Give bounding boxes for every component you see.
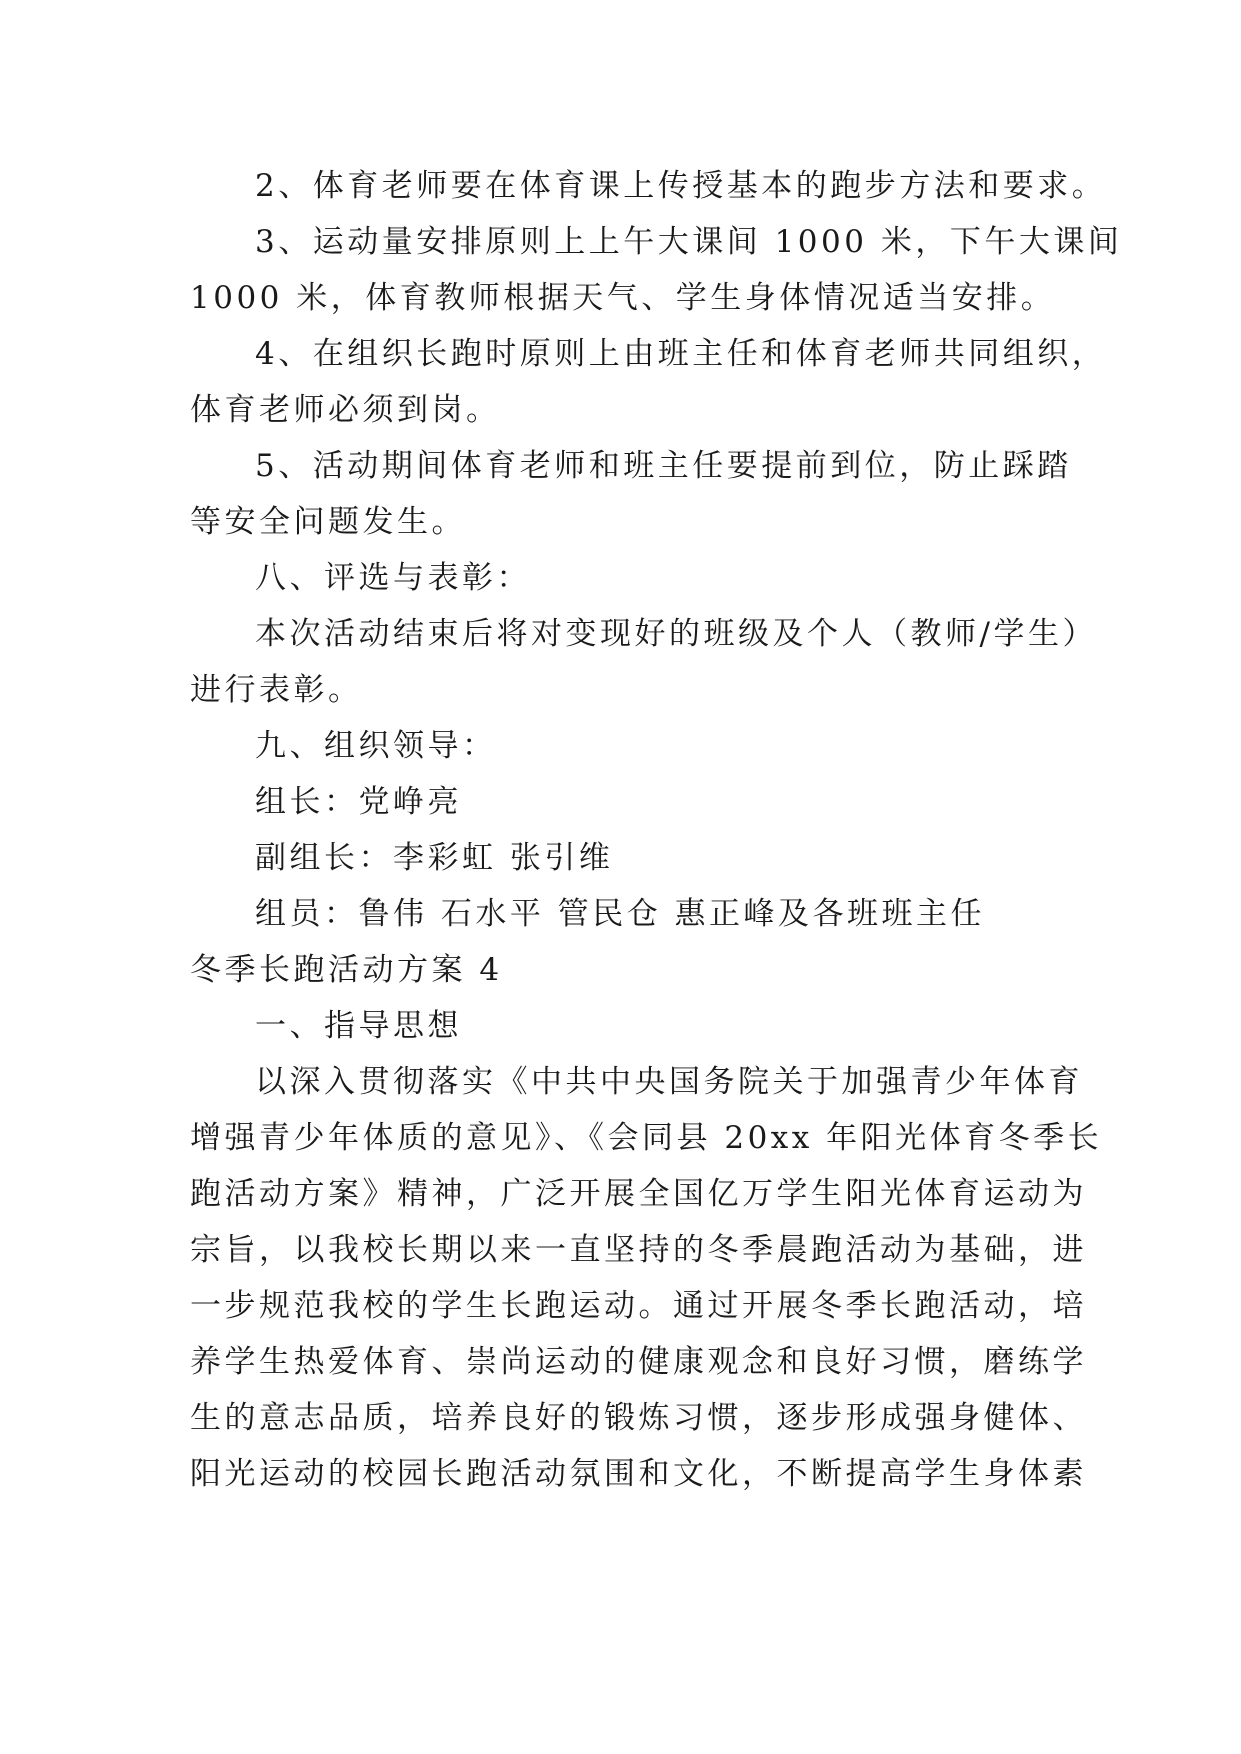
paragraph-line: 宗旨，以我校长期以来一直坚持的冬季晨跑活动为基础，进 bbox=[190, 1232, 1087, 1268]
paragraph-line: 养学生热爱体育、崇尚运动的健康观念和良好习惯，磨练学 bbox=[190, 1344, 1087, 1380]
document-title: 冬季长跑活动方案 4 bbox=[190, 952, 503, 988]
paragraph-line: 跑活动方案》精神，广泛开展全国亿万学生阳光体育运动为 bbox=[190, 1176, 1087, 1212]
paragraph-line: 组长：党峥亮 bbox=[255, 784, 462, 820]
paragraph-line: 1000 米，体育教师根据天气、学生身体情况适当安排。 bbox=[190, 280, 1056, 316]
paragraph-line: 本次活动结束后将对变现好的班级及个人（教师/学生） bbox=[255, 616, 1097, 652]
paragraph-line: 增强青少年体质的意见》、《会同县 20xx 年阳光体育冬季长 bbox=[190, 1120, 1103, 1156]
paragraph-line: 3、运动量安排原则上上午大课间 1000 米，下午大课间 bbox=[255, 224, 1123, 260]
section-heading: 九、组织领导： bbox=[255, 728, 497, 764]
paragraph-line: 副组长：李彩虹 张引维 bbox=[255, 840, 614, 876]
paragraph-line: 阳光运动的校园长跑活动氛围和文化，不断提高学生身体素 bbox=[190, 1456, 1087, 1492]
paragraph-line: 组员：鲁伟 石水平 管民仓 惠正峰及各班班主任 bbox=[255, 896, 986, 932]
section-heading: 八、评选与表彰： bbox=[255, 560, 531, 596]
paragraph-line: 等安全问题发生。 bbox=[190, 504, 466, 540]
paragraph-line: 4、在组织长跑时原则上由班主任和体育老师共同组织， bbox=[255, 336, 1107, 372]
section-heading: 一、指导思想 bbox=[255, 1008, 462, 1044]
paragraph-line: 一步规范我校的学生长跑运动。通过开展冬季长跑活动，培 bbox=[190, 1288, 1087, 1324]
paragraph-line: 进行表彰。 bbox=[190, 672, 363, 708]
paragraph-line: 生的意志品质，培养良好的锻炼习惯，逐步形成强身健体、 bbox=[190, 1400, 1087, 1436]
paragraph-line: 体育老师必须到岗。 bbox=[190, 392, 501, 428]
paragraph-line: 5、活动期间体育老师和班主任要提前到位，防止踩踏 bbox=[255, 448, 1072, 484]
paragraph-line: 以深入贯彻落实《中共中央国务院关于加强青少年体育 bbox=[255, 1064, 1083, 1100]
paragraph-line: 2、体育老师要在体育课上传授基本的跑步方法和要求。 bbox=[255, 168, 1107, 204]
